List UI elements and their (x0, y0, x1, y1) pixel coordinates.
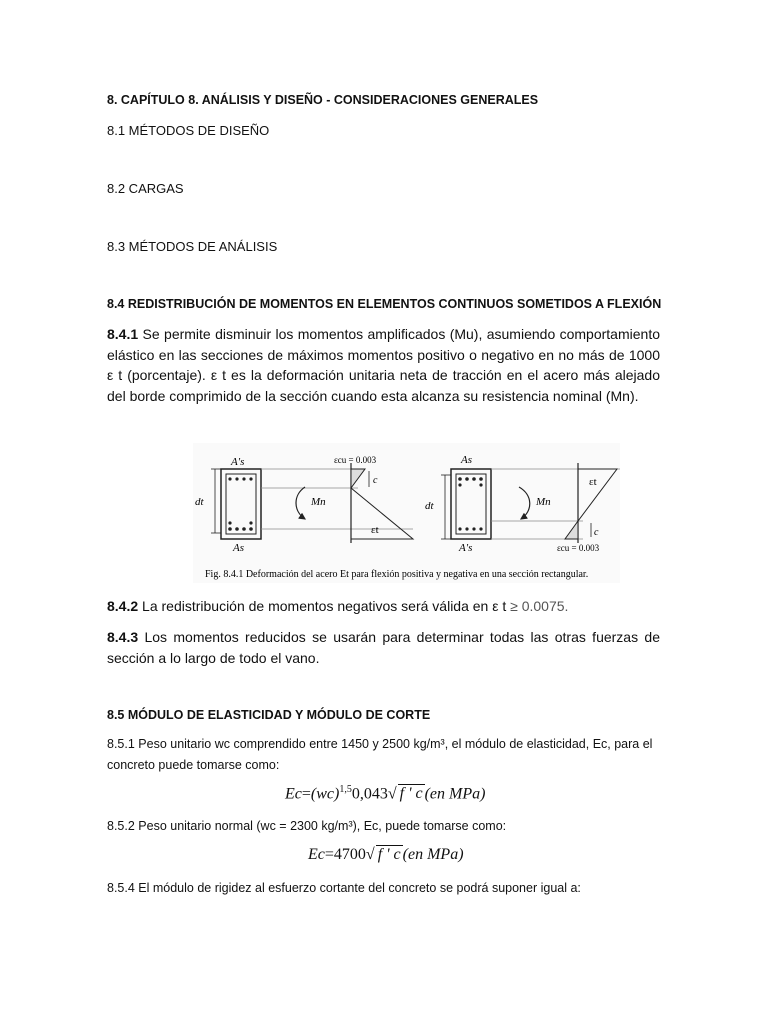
beam-section-rect (221, 469, 261, 539)
formula-ec-general: Ec=(wc)$^{1,5}$0,043√ f ' c (en MPa) (285, 784, 486, 803)
formula-ec-normal: Ec=4700√ f ' c (en MPa) (308, 846, 464, 863)
paragraph-text: La redistribución de momentos negativos será válida en ε t (138, 598, 511, 614)
svg-text:c: c (594, 527, 599, 538)
paragraph-text: Se permite disminuir los momentos amplificados (Mu), asumiendo comportamiento elástico en las secciones de máximos momentos positivo o negativo en no más de 1000 ε t (porcentaje). ε t es la deformación unitaria neta de tracción en el acero más alejado del borde comprimido de la sección cuando esta alcanza su resistencia nominal (Mn). (107, 326, 660, 404)
chapter-heading: 8. CAPÍTULO 8. ANÁLISIS Y DISEÑO - CONSIDERACIONES GENERALES (107, 93, 539, 107)
svg-text:As: As (461, 454, 472, 466)
label-depth: dt (195, 496, 204, 508)
section-8-3-heading: 8.3 MÉTODOS DE ANÁLISIS (107, 239, 278, 254)
label-c: c (373, 475, 378, 486)
svg-text:A's: A's (459, 542, 473, 554)
section-8-1-heading: 8.1 MÉTODOS DE DISEÑO (107, 123, 270, 138)
svg-text:Mn: Mn (536, 496, 551, 508)
paragraph-8-4-2 (107, 596, 660, 617)
label-strain-bottom: εt (371, 524, 379, 536)
label-top-steel: A's (231, 456, 245, 468)
paragraph-8-4-1 (107, 324, 660, 406)
sqrt-icon: √ (387, 785, 397, 803)
bottom-bars (228, 521, 253, 530)
paragraph-number: 8.4.3 (107, 629, 139, 645)
compression-strain-triangle (351, 469, 365, 488)
svg-text:dt: dt (425, 500, 434, 512)
sqrt-icon: √ (365, 846, 375, 863)
top-bars (228, 477, 252, 480)
paragraph-8-5-4: 8.5.4 El módulo de rigidez al esfuerzo cortante del concreto se podrá suponer igual a: (107, 881, 581, 895)
figure-drawing (193, 443, 620, 583)
figure-8-4-1 (193, 443, 620, 583)
paragraph-number: 8.4.1 (107, 326, 139, 342)
svg-text:εt: εt (589, 476, 597, 488)
paragraph-number: 8.4.2 (107, 598, 139, 614)
figure-caption: Fig. 8.4.1 Deformación del acero Et para flexión positiva y negativa en una sección rectangular. (205, 569, 589, 580)
label-bottom-steel: As (233, 542, 244, 554)
moment-arrow-icon (296, 487, 305, 519)
paragraph-8-5-1: 8.5.1 Peso unitario wc comprendido entre 1450 y 2500 kg/m³, el módulo de elasticidad, Ec, para el concreto puede tomarse como: (107, 737, 653, 772)
tension-strain-triangle (351, 488, 413, 539)
section-8-2-heading: 8.2 CARGAS (107, 181, 184, 196)
paragraph-text: Los momentos reducidos se usarán para determinar todas las otras fuerzas de sección a lo largo de todo el vano. (107, 629, 660, 666)
label-strain-top: εcu = 0.003 (334, 455, 377, 465)
section-8-5-heading: 8.5 MÓDULO DE ELASTICIDAD Y MÓDULO DE CORTE (107, 708, 431, 722)
paragraph-8-4-3 (107, 627, 660, 668)
paragraph-8-5-2: 8.5.2 Peso unitario normal (wc = 2300 kg/m³), Ec, puede tomarse como: (107, 819, 507, 833)
label-moment: Mn (311, 496, 326, 508)
stirrup-rect (226, 474, 256, 534)
section-8-4-heading: 8.4 REDISTRIBUCIÓN DE MOMENTOS EN ELEMENTOS CONTINUOS SOMETIDOS A FLEXIÓN (107, 297, 662, 311)
svg-text:εcu = 0.003: εcu = 0.003 (557, 543, 600, 553)
paragraph-tail: ≥ 0.0075. (510, 598, 569, 614)
